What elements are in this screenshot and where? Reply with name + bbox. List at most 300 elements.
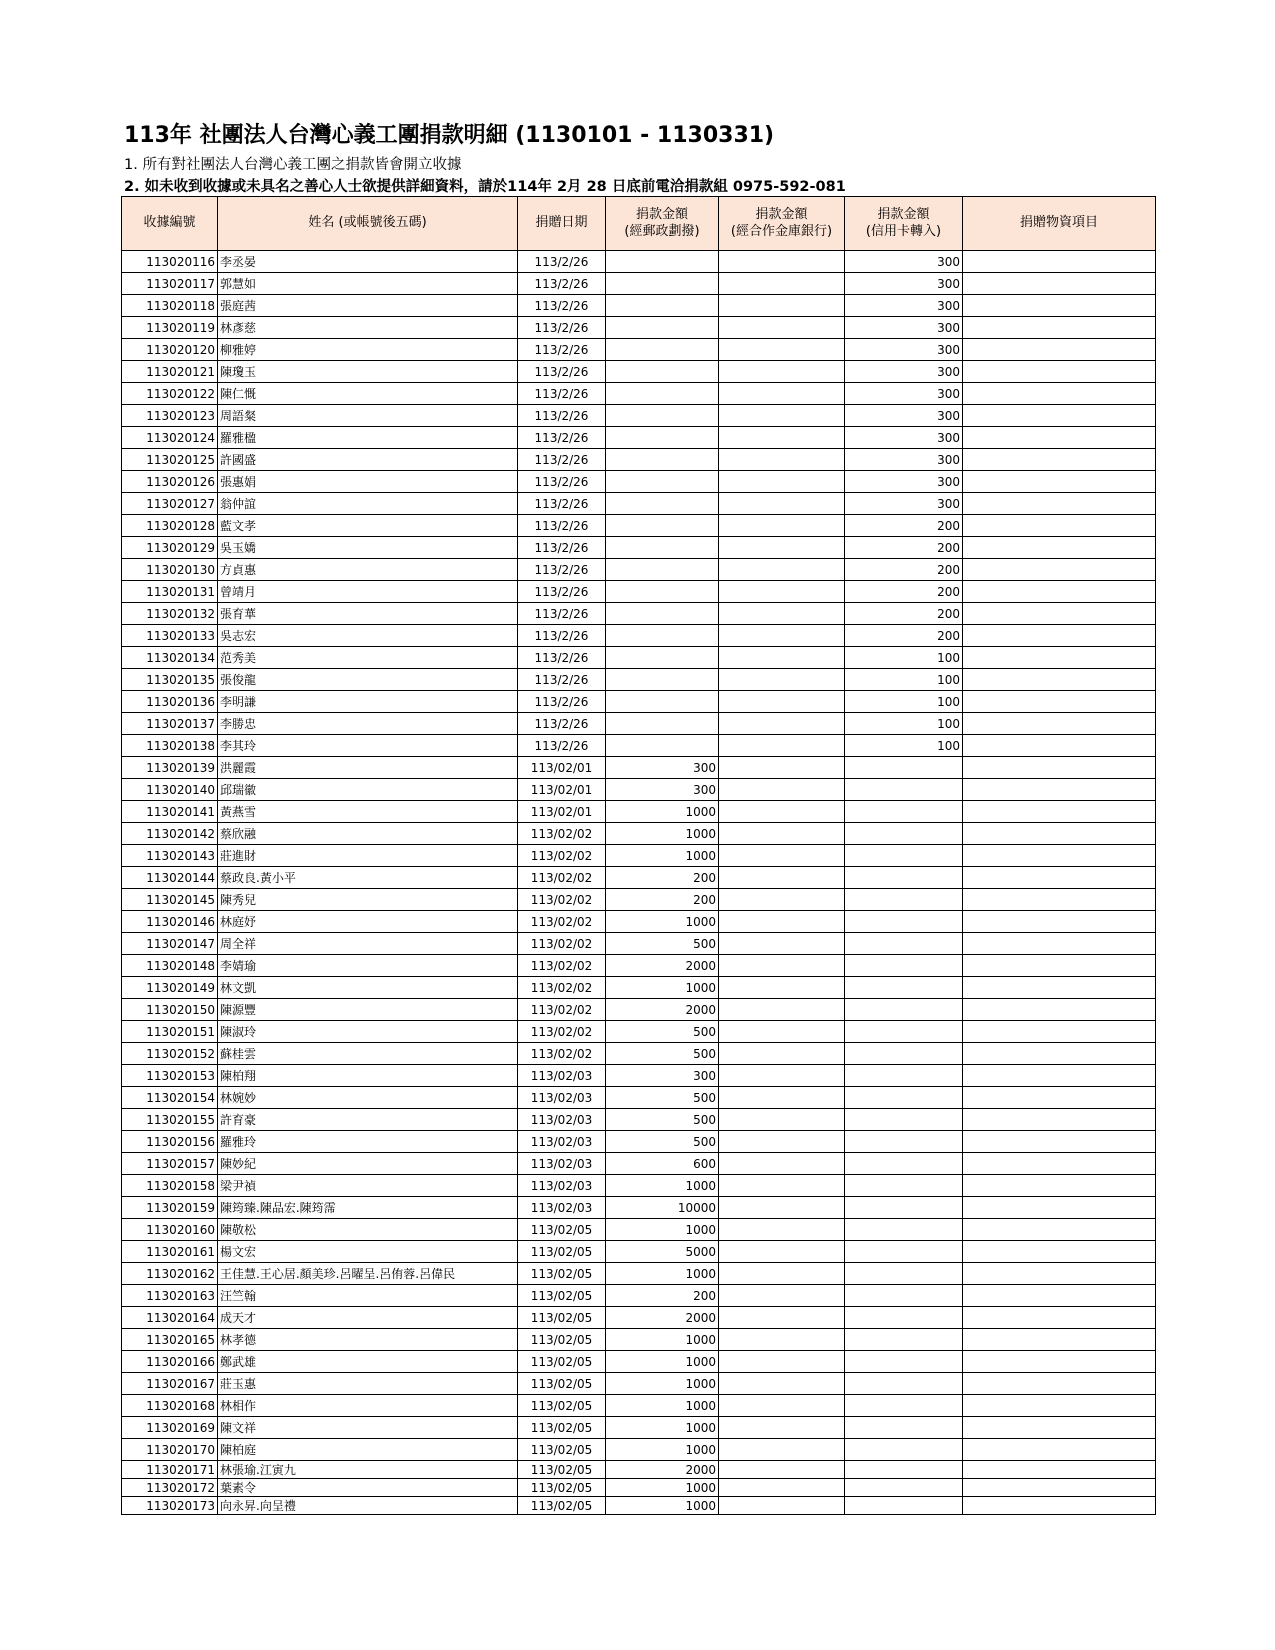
- cell-donated-items: [963, 1219, 1156, 1241]
- cell-receipt-number: 113020139: [122, 757, 218, 779]
- cell-bank-amount: [719, 625, 845, 647]
- cell-postal-amount: 1000: [606, 1175, 719, 1197]
- header-card-amount: 捐款金額 (信用卡轉入): [845, 197, 963, 251]
- cell-receipt-number: 113020157: [122, 1153, 218, 1175]
- table-row: [122, 735, 1156, 757]
- cell-card-amount: [845, 1395, 963, 1417]
- cell-donation-date: 113/02/05: [518, 1461, 606, 1479]
- cell-card-amount: 200: [845, 581, 963, 603]
- cell-receipt-number: 113020164: [122, 1307, 218, 1329]
- cell-donation-date: 113/2/26: [518, 581, 606, 603]
- cell-donor-name: 李婧瑜: [218, 955, 518, 977]
- cell-card-amount: [845, 1351, 963, 1373]
- cell-postal-amount: 1000: [606, 1373, 719, 1395]
- cell-bank-amount: [719, 383, 845, 405]
- cell-bank-amount: [719, 1461, 845, 1479]
- table-row: [122, 361, 1156, 383]
- table-row: [122, 1329, 1156, 1351]
- cell-receipt-number: 113020138: [122, 735, 218, 757]
- cell-donor-name: 吳玉嬌: [218, 537, 518, 559]
- cell-donated-items: [963, 1065, 1156, 1087]
- cell-receipt-number: 113020124: [122, 427, 218, 449]
- cell-bank-amount: [719, 493, 845, 515]
- table-row: [122, 1439, 1156, 1461]
- cell-donation-date: 113/02/03: [518, 1197, 606, 1219]
- cell-postal-amount: [606, 493, 719, 515]
- cell-bank-amount: [719, 1417, 845, 1439]
- cell-card-amount: [845, 867, 963, 889]
- cell-donation-date: 113/2/26: [518, 713, 606, 735]
- cell-donated-items: [963, 1285, 1156, 1307]
- cell-card-amount: 200: [845, 537, 963, 559]
- cell-donated-items: [963, 559, 1156, 581]
- table-row: [122, 537, 1156, 559]
- cell-donated-items: [963, 1043, 1156, 1065]
- cell-donated-items: [963, 537, 1156, 559]
- cell-donation-date: 113/2/26: [518, 317, 606, 339]
- cell-postal-amount: [606, 295, 719, 317]
- cell-donated-items: [963, 889, 1156, 911]
- cell-bank-amount: [719, 735, 845, 757]
- cell-bank-amount: [719, 537, 845, 559]
- cell-receipt-number: 113020158: [122, 1175, 218, 1197]
- cell-donated-items: [963, 933, 1156, 955]
- cell-card-amount: 200: [845, 559, 963, 581]
- cell-receipt-number: 113020166: [122, 1351, 218, 1373]
- cell-card-amount: 200: [845, 625, 963, 647]
- cell-receipt-number: 113020119: [122, 317, 218, 339]
- cell-receipt-number: 113020149: [122, 977, 218, 999]
- cell-bank-amount: [719, 1439, 845, 1461]
- cell-donor-name: 王佳慧.王心居.顏美珍.呂曜呈.呂侑蓉.呂偉民: [218, 1263, 518, 1285]
- cell-bank-amount: [719, 1131, 845, 1153]
- cell-donated-items: [963, 669, 1156, 691]
- cell-donor-name: 陳筠臻.陳品宏.陳筠霈: [218, 1197, 518, 1219]
- table-row: [122, 911, 1156, 933]
- cell-donated-items: [963, 405, 1156, 427]
- cell-donor-name: 陳秀兒: [218, 889, 518, 911]
- cell-donation-date: 113/2/26: [518, 559, 606, 581]
- cell-donor-name: 林彥慈: [218, 317, 518, 339]
- cell-donor-name: 洪麗霞: [218, 757, 518, 779]
- cell-donor-name: 汪竺翰: [218, 1285, 518, 1307]
- cell-bank-amount: [719, 295, 845, 317]
- cell-card-amount: [845, 1197, 963, 1219]
- cell-donation-date: 113/2/26: [518, 735, 606, 757]
- cell-donor-name: 張育華: [218, 603, 518, 625]
- cell-donor-name: 林孝德: [218, 1329, 518, 1351]
- cell-bank-amount: [719, 955, 845, 977]
- table-row: [122, 383, 1156, 405]
- cell-postal-amount: 500: [606, 1109, 719, 1131]
- cell-card-amount: 200: [845, 515, 963, 537]
- cell-postal-amount: [606, 735, 719, 757]
- cell-card-amount: 100: [845, 669, 963, 691]
- cell-receipt-number: 113020146: [122, 911, 218, 933]
- cell-bank-amount: [719, 251, 845, 273]
- cell-bank-amount: [719, 977, 845, 999]
- table-row: [122, 1497, 1156, 1515]
- cell-donation-date: 113/2/26: [518, 515, 606, 537]
- cell-donation-date: 113/02/05: [518, 1219, 606, 1241]
- cell-receipt-number: 113020129: [122, 537, 218, 559]
- cell-postal-amount: [606, 559, 719, 581]
- cell-receipt-number: 113020127: [122, 493, 218, 515]
- cell-donated-items: [963, 1307, 1156, 1329]
- cell-postal-amount: 1000: [606, 1219, 719, 1241]
- cell-card-amount: [845, 911, 963, 933]
- cell-bank-amount: [719, 273, 845, 295]
- cell-bank-amount: [719, 647, 845, 669]
- cell-receipt-number: 113020121: [122, 361, 218, 383]
- cell-donor-name: 陳源豐: [218, 999, 518, 1021]
- cell-postal-amount: [606, 251, 719, 273]
- cell-donation-date: 113/02/03: [518, 1175, 606, 1197]
- cell-bank-amount: [719, 1109, 845, 1131]
- cell-donated-items: [963, 955, 1156, 977]
- table-row: [122, 471, 1156, 493]
- cell-donor-name: 張俊龍: [218, 669, 518, 691]
- cell-card-amount: 100: [845, 647, 963, 669]
- cell-donated-items: [963, 1373, 1156, 1395]
- cell-receipt-number: 113020137: [122, 713, 218, 735]
- cell-postal-amount: [606, 647, 719, 669]
- cell-donor-name: 李丞晏: [218, 251, 518, 273]
- cell-receipt-number: 113020171: [122, 1461, 218, 1479]
- cell-receipt-number: 113020132: [122, 603, 218, 625]
- table-row: [122, 647, 1156, 669]
- cell-postal-amount: 1000: [606, 1351, 719, 1373]
- cell-donor-name: 黃燕雪: [218, 801, 518, 823]
- cell-donation-date: 113/02/05: [518, 1417, 606, 1439]
- cell-postal-amount: [606, 515, 719, 537]
- cell-donation-date: 113/02/05: [518, 1497, 606, 1515]
- cell-card-amount: [845, 999, 963, 1021]
- cell-card-amount: 300: [845, 339, 963, 361]
- cell-donation-date: 113/02/05: [518, 1307, 606, 1329]
- table-row: [122, 1241, 1156, 1263]
- table-row: [122, 581, 1156, 603]
- table-row: [122, 1219, 1156, 1241]
- cell-bank-amount: [719, 933, 845, 955]
- cell-donated-items: [963, 911, 1156, 933]
- cell-receipt-number: 113020133: [122, 625, 218, 647]
- cell-donation-date: 113/02/05: [518, 1241, 606, 1263]
- cell-donation-date: 113/2/26: [518, 537, 606, 559]
- cell-receipt-number: 113020126: [122, 471, 218, 493]
- cell-bank-amount: [719, 845, 845, 867]
- cell-card-amount: 300: [845, 273, 963, 295]
- cell-receipt-number: 113020143: [122, 845, 218, 867]
- cell-postal-amount: 1000: [606, 1329, 719, 1351]
- table-row: [122, 1351, 1156, 1373]
- cell-donor-name: 羅雅玲: [218, 1131, 518, 1153]
- table-row: [122, 251, 1156, 273]
- cell-donation-date: 113/2/26: [518, 625, 606, 647]
- cell-bank-amount: [719, 1065, 845, 1087]
- cell-donated-items: [963, 1395, 1156, 1417]
- cell-donation-date: 113/02/03: [518, 1131, 606, 1153]
- table-row: [122, 933, 1156, 955]
- header-postal-amount: 捐款金額 (經郵政劃撥): [606, 197, 719, 251]
- cell-donated-items: [963, 691, 1156, 713]
- cell-donation-date: 113/2/26: [518, 647, 606, 669]
- cell-postal-amount: [606, 427, 719, 449]
- cell-donor-name: 鄭武雄: [218, 1351, 518, 1373]
- table-row: [122, 801, 1156, 823]
- cell-postal-amount: [606, 691, 719, 713]
- table-row: [122, 1153, 1156, 1175]
- cell-card-amount: 300: [845, 251, 963, 273]
- cell-donor-name: 李勝忠: [218, 713, 518, 735]
- cell-bank-amount: [719, 1219, 845, 1241]
- cell-donor-name: 許國盛: [218, 449, 518, 471]
- cell-postal-amount: [606, 581, 719, 603]
- table-row: [122, 1197, 1156, 1219]
- cell-card-amount: [845, 757, 963, 779]
- cell-donation-date: 113/02/02: [518, 1043, 606, 1065]
- cell-receipt-number: 113020160: [122, 1219, 218, 1241]
- cell-card-amount: 100: [845, 713, 963, 735]
- cell-card-amount: [845, 1285, 963, 1307]
- cell-receipt-number: 113020117: [122, 273, 218, 295]
- table-row: [122, 823, 1156, 845]
- cell-donated-items: [963, 1351, 1156, 1373]
- cell-postal-amount: [606, 383, 719, 405]
- cell-donation-date: 113/02/02: [518, 823, 606, 845]
- cell-donation-date: 113/2/26: [518, 471, 606, 493]
- cell-bank-amount: [719, 911, 845, 933]
- cell-card-amount: 300: [845, 471, 963, 493]
- cell-bank-amount: [719, 1373, 845, 1395]
- cell-receipt-number: 113020161: [122, 1241, 218, 1263]
- cell-receipt-number: 113020155: [122, 1109, 218, 1131]
- cell-receipt-number: 113020125: [122, 449, 218, 471]
- cell-postal-amount: 2000: [606, 1307, 719, 1329]
- cell-bank-amount: [719, 691, 845, 713]
- cell-donation-date: 113/02/02: [518, 1021, 606, 1043]
- cell-donor-name: 林庭妤: [218, 911, 518, 933]
- cell-postal-amount: 5000: [606, 1241, 719, 1263]
- table-row: [122, 1087, 1156, 1109]
- cell-postal-amount: 200: [606, 1285, 719, 1307]
- cell-postal-amount: 10000: [606, 1197, 719, 1219]
- header-donation-date: 捐贈日期: [518, 197, 606, 251]
- note-contact: 2. 如未收到收據或未具名之善心人士欲提供詳細資料，請於114年 2月 28 日底前電洽捐款組 0975-592-081: [124, 179, 846, 195]
- cell-donated-items: [963, 1329, 1156, 1351]
- table-row: [122, 273, 1156, 295]
- cell-card-amount: [845, 1461, 963, 1479]
- cell-postal-amount: 500: [606, 933, 719, 955]
- cell-card-amount: [845, 1175, 963, 1197]
- cell-donated-items: [963, 647, 1156, 669]
- cell-receipt-number: 113020165: [122, 1329, 218, 1351]
- cell-postal-amount: 1000: [606, 1497, 719, 1515]
- cell-donated-items: [963, 779, 1156, 801]
- cell-donation-date: 113/02/03: [518, 1153, 606, 1175]
- cell-donation-date: 113/02/05: [518, 1373, 606, 1395]
- cell-postal-amount: 500: [606, 1021, 719, 1043]
- table-row: [122, 1373, 1156, 1395]
- table-row: [122, 713, 1156, 735]
- cell-receipt-number: 113020172: [122, 1479, 218, 1497]
- table-row: [122, 449, 1156, 471]
- cell-postal-amount: 1000: [606, 801, 719, 823]
- cell-donated-items: [963, 427, 1156, 449]
- cell-card-amount: 300: [845, 383, 963, 405]
- cell-donation-date: 113/02/05: [518, 1351, 606, 1373]
- cell-donated-items: [963, 493, 1156, 515]
- cell-bank-amount: [719, 427, 845, 449]
- cell-card-amount: 300: [845, 317, 963, 339]
- table-row: [122, 999, 1156, 1021]
- cell-donated-items: [963, 1263, 1156, 1285]
- cell-bank-amount: [719, 317, 845, 339]
- donation-table: [121, 196, 1156, 1515]
- cell-card-amount: [845, 1307, 963, 1329]
- cell-donated-items: [963, 845, 1156, 867]
- cell-receipt-number: 113020152: [122, 1043, 218, 1065]
- cell-postal-amount: 1000: [606, 823, 719, 845]
- cell-donor-name: 張惠娟: [218, 471, 518, 493]
- note-receipt: 1. 所有對社團法人台灣心義工團之捐款皆會開立收據: [124, 157, 462, 173]
- cell-donated-items: [963, 1109, 1156, 1131]
- cell-postal-amount: 1000: [606, 1417, 719, 1439]
- cell-donated-items: [963, 1197, 1156, 1219]
- cell-receipt-number: 113020120: [122, 339, 218, 361]
- cell-donated-items: [963, 625, 1156, 647]
- cell-bank-amount: [719, 471, 845, 493]
- table-row: [122, 603, 1156, 625]
- cell-bank-amount: [719, 1395, 845, 1417]
- cell-donated-items: [963, 1497, 1156, 1515]
- cell-card-amount: [845, 1065, 963, 1087]
- cell-card-amount: [845, 845, 963, 867]
- table-row: [122, 977, 1156, 999]
- cell-donor-name: 羅雅楹: [218, 427, 518, 449]
- cell-postal-amount: 1000: [606, 1263, 719, 1285]
- table-row: [122, 1065, 1156, 1087]
- cell-donated-items: [963, 1021, 1156, 1043]
- cell-card-amount: [845, 977, 963, 999]
- cell-card-amount: [845, 933, 963, 955]
- cell-bank-amount: [719, 669, 845, 691]
- cell-receipt-number: 113020168: [122, 1395, 218, 1417]
- table-row: [122, 867, 1156, 889]
- table-row: [122, 1395, 1156, 1417]
- cell-postal-amount: [606, 471, 719, 493]
- cell-donation-date: 113/02/03: [518, 1065, 606, 1087]
- table-row: [122, 317, 1156, 339]
- cell-donation-date: 113/2/26: [518, 603, 606, 625]
- cell-donation-date: 113/2/26: [518, 295, 606, 317]
- table-row: [122, 779, 1156, 801]
- cell-donation-date: 113/2/26: [518, 405, 606, 427]
- cell-donated-items: [963, 449, 1156, 471]
- cell-receipt-number: 113020169: [122, 1417, 218, 1439]
- table-body: [122, 251, 1156, 1515]
- cell-donor-name: 陳瓊玉: [218, 361, 518, 383]
- cell-donated-items: [963, 977, 1156, 999]
- cell-donated-items: [963, 757, 1156, 779]
- table-row: [122, 1131, 1156, 1153]
- cell-card-amount: [845, 1021, 963, 1043]
- cell-bank-amount: [719, 1043, 845, 1065]
- cell-card-amount: [845, 1329, 963, 1351]
- cell-bank-amount: [719, 1307, 845, 1329]
- cell-donated-items: [963, 801, 1156, 823]
- cell-card-amount: [845, 1439, 963, 1461]
- cell-bank-amount: [719, 1175, 845, 1197]
- cell-card-amount: 300: [845, 405, 963, 427]
- cell-donated-items: [963, 471, 1156, 493]
- cell-card-amount: [845, 779, 963, 801]
- cell-donor-name: 陳柏翔: [218, 1065, 518, 1087]
- cell-donor-name: 梁尹禎: [218, 1175, 518, 1197]
- cell-bank-amount: [719, 757, 845, 779]
- cell-card-amount: 100: [845, 735, 963, 757]
- cell-donation-date: 113/02/02: [518, 999, 606, 1021]
- cell-postal-amount: 1000: [606, 911, 719, 933]
- cell-receipt-number: 113020136: [122, 691, 218, 713]
- cell-receipt-number: 113020135: [122, 669, 218, 691]
- cell-donation-date: 113/2/26: [518, 361, 606, 383]
- cell-postal-amount: 500: [606, 1131, 719, 1153]
- cell-donor-name: 林婉妙: [218, 1087, 518, 1109]
- table-row: [122, 1417, 1156, 1439]
- cell-donation-date: 113/02/02: [518, 911, 606, 933]
- cell-receipt-number: 113020122: [122, 383, 218, 405]
- cell-bank-amount: [719, 1197, 845, 1219]
- cell-postal-amount: 200: [606, 889, 719, 911]
- table-row: [122, 1043, 1156, 1065]
- cell-card-amount: 300: [845, 295, 963, 317]
- cell-donation-date: 113/02/02: [518, 889, 606, 911]
- cell-donation-date: 113/02/01: [518, 779, 606, 801]
- cell-postal-amount: [606, 625, 719, 647]
- cell-donated-items: [963, 581, 1156, 603]
- cell-receipt-number: 113020144: [122, 867, 218, 889]
- table-row: [122, 515, 1156, 537]
- cell-card-amount: [845, 1373, 963, 1395]
- cell-receipt-number: 113020147: [122, 933, 218, 955]
- cell-receipt-number: 113020167: [122, 1373, 218, 1395]
- cell-donation-date: 113/2/26: [518, 383, 606, 405]
- cell-bank-amount: [719, 1285, 845, 1307]
- table-row: [122, 493, 1156, 515]
- table-row: [122, 1021, 1156, 1043]
- cell-receipt-number: 113020118: [122, 295, 218, 317]
- cell-bank-amount: [719, 1351, 845, 1373]
- cell-receipt-number: 113020163: [122, 1285, 218, 1307]
- cell-donated-items: [963, 317, 1156, 339]
- cell-postal-amount: [606, 339, 719, 361]
- cell-postal-amount: 1000: [606, 1439, 719, 1461]
- cell-postal-amount: 2000: [606, 955, 719, 977]
- table-row: [122, 889, 1156, 911]
- cell-donation-date: 113/2/26: [518, 449, 606, 471]
- cell-donor-name: 林文凱: [218, 977, 518, 999]
- cell-postal-amount: [606, 273, 719, 295]
- cell-card-amount: [845, 1263, 963, 1285]
- cell-bank-amount: [719, 339, 845, 361]
- cell-donor-name: 蘇桂雲: [218, 1043, 518, 1065]
- cell-donor-name: 蔡欣融: [218, 823, 518, 845]
- cell-donation-date: 113/2/26: [518, 339, 606, 361]
- cell-card-amount: 300: [845, 361, 963, 383]
- cell-donor-name: 曾靖月: [218, 581, 518, 603]
- cell-postal-amount: [606, 317, 719, 339]
